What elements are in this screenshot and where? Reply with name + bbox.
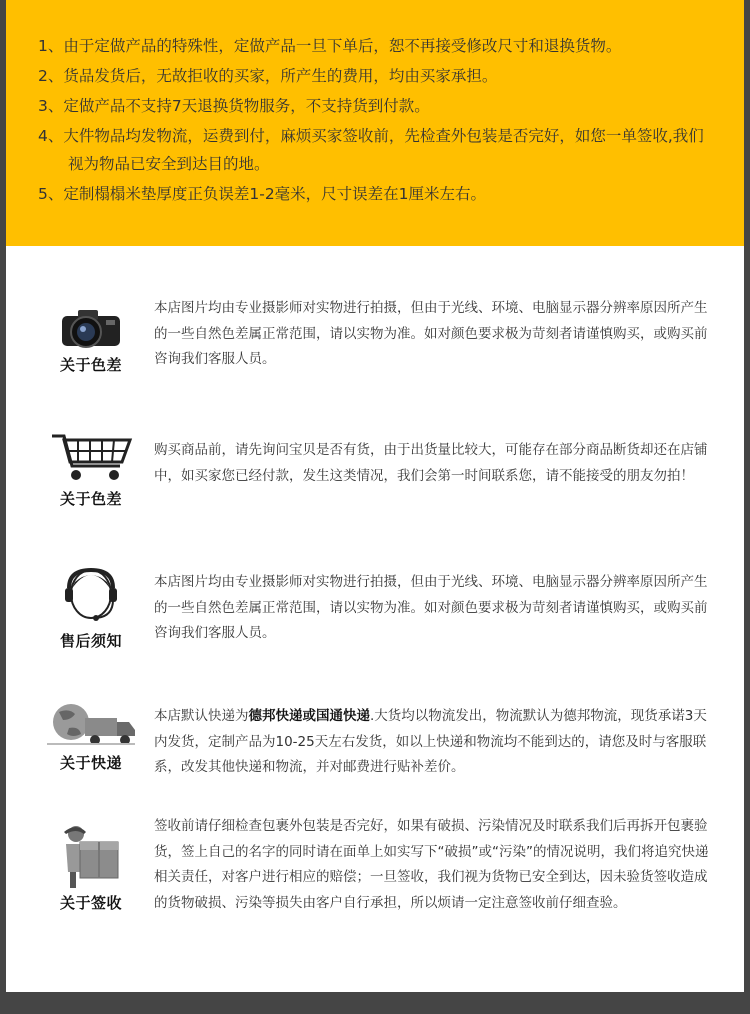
- courier-package-icon: [56, 822, 126, 892]
- notice-item-3: 3、定做产品不支持7天退换货物服务，不支持货到付款。: [38, 97, 430, 115]
- section-label: 关于色差: [59, 356, 122, 374]
- notice-item-2: 2、货品发货后，无故拒收的买家，所产生的费用，均由买家承担。: [38, 67, 498, 85]
- section-text: 本店图片均由专业摄影师对实物进行拍摄，但由于光线、环境、电脑显示器分辨率原因所产生的一些自然色差属正常范围，请以实物为准。如对颜色要求极为苛刻者请谨慎购买，或购买前咨询我们客服人员。: [154, 300, 708, 367]
- section-text: 签收前请仔细检查包裹外包装是否完好，如果有破损、污染情况及时联系我们后再拆开包裹验货，签上自己的名字的同时请在面单上如实写下“破损”或“污染”的情况说明，我们将追究快递相关责任，对客户进行相应的赔偿；一旦签收，我们视为货物已安全到达，因未验货签收造成的货物破损、污染等损失由客户自行承担，所以烦请一定注意签收前仔细查验。: [154, 818, 709, 911]
- section-label: 关于签收: [59, 894, 122, 912]
- camera-icon: [56, 306, 126, 350]
- section-text: [154, 704, 709, 781]
- notice-item-4: 4、大件物品均发物流，运费到付，麻烦买家签收前，先检查外包装是否完好，如您一单签收,我们: [38, 127, 704, 145]
- section-icon-column: [36, 306, 146, 375]
- delivery-text-details: .大货均以物流发出，物流默认为德邦物流，现货承诺3天内发货，定制产品为10-25天左右发货，如以上快递和物流均不能到达的，请您及时与客服联系，改发其他快递和物流，并对邮费进行贴补差价。: [154, 708, 707, 775]
- shopping-cart-icon: [48, 430, 134, 484]
- delivery-truck-icon: [45, 700, 137, 748]
- section-icon-column: [36, 700, 146, 773]
- section-icon-column: [36, 566, 146, 651]
- section-label: 关于色差: [59, 490, 122, 508]
- policy-panel: [6, 0, 744, 992]
- section-label: 关于快递: [59, 754, 122, 772]
- delivery-carriers: 德邦快递或国通快递: [248, 708, 370, 724]
- notice-banner: [6, 0, 744, 246]
- notice-item-5: 5、定制榻榻米垫厚度正负误差1-2毫米，尺寸误差在1厘米左右。: [38, 185, 487, 203]
- section-text: 本店图片均由专业摄影师对实物进行拍摄，但由于光线、环境、电脑显示器分辨率原因所产生的一些自然色差属正常范围，请以实物为准。如对颜色要求极为苛刻者请谨慎购买，或购买前咨询我们客服人员。: [154, 574, 708, 641]
- headset-agent-icon: [63, 566, 119, 626]
- section-icon-column: [36, 822, 146, 913]
- delivery-text-intro: 本店默认快递为: [154, 708, 249, 724]
- section-text: 购买商品前，请先询问宝贝是否有货，由于出货量比较大，可能存在部分商品断货却还在店铺中，如买家您已经付款，发生这类情况，我们会第一时间联系您，请不能接受的朋友勿拍！: [154, 442, 708, 484]
- section-icon-column: [36, 430, 146, 509]
- notice-item-4-continued: 视为物品已安全到达目的地。: [68, 155, 270, 173]
- section-label: 售后须知: [59, 632, 122, 650]
- notice-item-1: 1、由于定做产品的特殊性，定做产品一旦下单后，恕不再接受修改尺寸和退换货物。: [38, 37, 622, 55]
